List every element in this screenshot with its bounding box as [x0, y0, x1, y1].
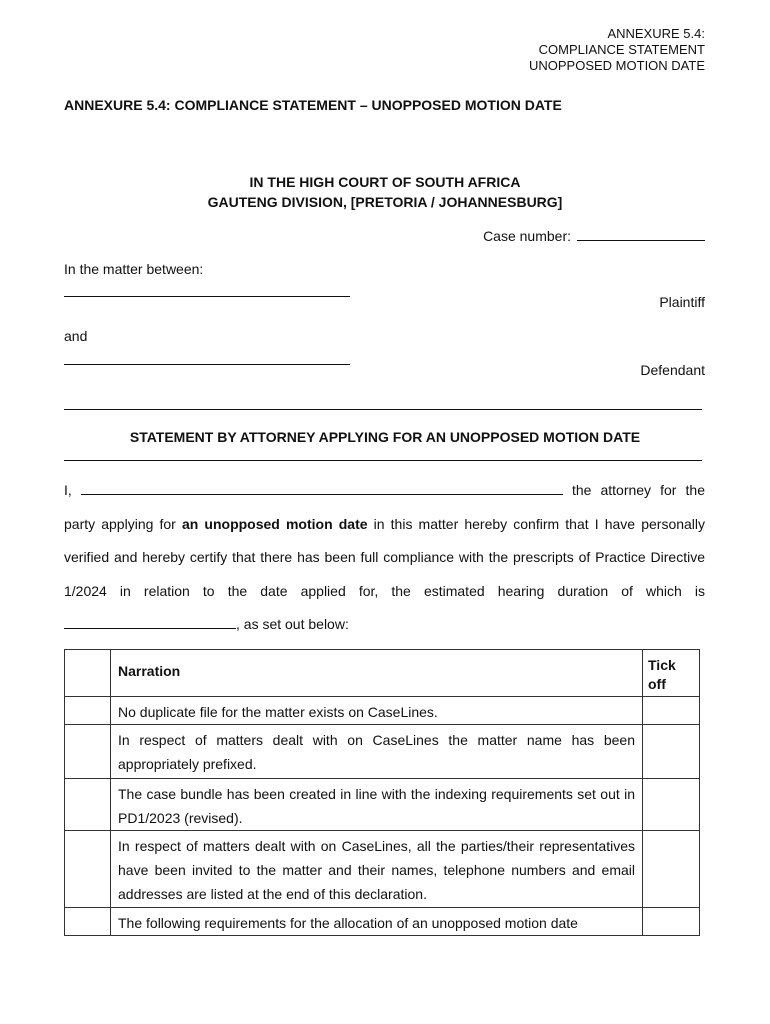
narration-cell: The following requirements for the allocation of an unopposed motion date [111, 908, 643, 936]
statement-heading: STATEMENT BY ATTORNEY APPLYING FOR AN UNOPPOSED MOTION DATE [129, 429, 641, 445]
court-division: GAUTENG DIVISION, [PRETORIA / JOHANNESBURG] [207, 194, 563, 210]
running-header [529, 26, 705, 74]
defendant-name-field[interactable] [64, 364, 350, 365]
number-cell [65, 908, 111, 936]
table-row [65, 779, 700, 831]
para-text: in this matter hereby confirm that I have personally verified and hereby certify that there has been full compliance with the prescripts of Practice Directive 1/2024 in relation to the date applied for, the estimated hearing duration of which is [64, 515, 706, 599]
table-row [65, 725, 700, 779]
running-header-line: UNOPPOSED MOTION DATE [529, 58, 705, 73]
tick-checkbox-cell[interactable] [643, 779, 700, 831]
tick-header [643, 650, 700, 697]
court-name: IN THE HIGH COURT OF SOUTH AFRICA [249, 174, 521, 190]
narration-header-text: Narration [118, 663, 181, 679]
plaintiff-name-field[interactable] [64, 296, 350, 297]
divider-top [64, 409, 702, 410]
running-header-line: ANNEXURE 5.4: [607, 26, 705, 41]
tick-checkbox-cell[interactable] [643, 908, 700, 936]
tick-checkbox-cell[interactable] [643, 725, 700, 779]
case-number-row [483, 228, 705, 244]
running-header-line: COMPLIANCE STATEMENT [538, 42, 705, 57]
compliance-checklist-table [64, 649, 700, 936]
hearing-duration-field[interactable] [64, 616, 236, 629]
defendant-label: Defendant [640, 362, 705, 378]
number-cell [65, 697, 111, 725]
narration-cell: No duplicate file for the matter exists on CaseLines. [111, 697, 643, 725]
tick-header-text: Tick off [648, 657, 676, 692]
plaintiff-label: Plaintiff [659, 294, 705, 310]
tick-checkbox-cell[interactable] [643, 697, 700, 725]
number-cell [65, 779, 111, 831]
para-text: I, [64, 482, 72, 498]
and-label: and [64, 328, 88, 344]
document-title: ANNEXURE 5.4: COMPLIANCE STATEMENT – UNOPPOSED MOTION DATE [64, 97, 562, 113]
attorney-name-field[interactable] [81, 482, 563, 495]
para-text: the attorney for the party applying for [64, 482, 705, 532]
narration-cell: In respect of matters dealt with on CaseLines the matter name has been appropriately prefixed. [111, 725, 643, 779]
para-bold-text: an unopposed motion date [181, 515, 368, 532]
narration-header [111, 650, 643, 697]
certification-paragraph [64, 474, 705, 642]
matter-between-label: In the matter between: [64, 261, 204, 277]
tick-checkbox-cell[interactable] [643, 831, 700, 908]
table-header-row [65, 650, 700, 697]
case-number-label: Case number: [483, 228, 571, 244]
table-row [65, 697, 700, 725]
number-cell [65, 725, 111, 779]
divider-bottom [64, 460, 702, 461]
table-row [65, 908, 700, 936]
narration-cell: In respect of matters dealt with on CaseLines, all the parties/their representatives have been invited to the matter and their names, telephone numbers and email addresses are listed at the end of this declaration. [111, 831, 643, 908]
table-row [65, 831, 700, 908]
para-text: , as set out below: [236, 616, 349, 633]
number-cell [65, 831, 111, 908]
narration-cell: The case bundle has been created in line with the indexing requirements set out in PD1/2023 (revised). [111, 779, 643, 831]
case-number-field[interactable] [577, 228, 705, 241]
number-cell [65, 650, 111, 697]
